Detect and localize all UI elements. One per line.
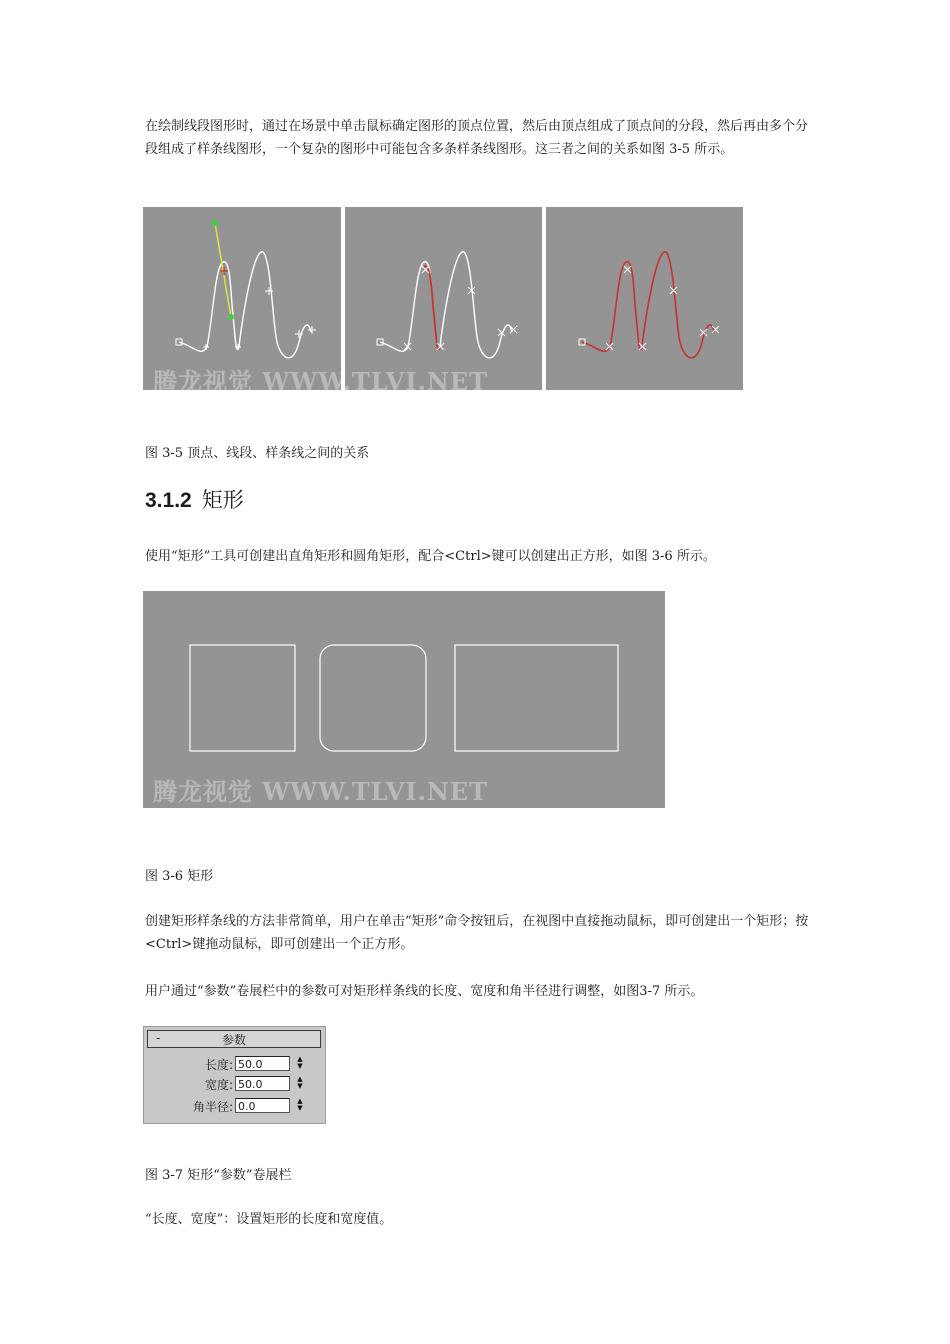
figure-3-5 <box>143 207 743 396</box>
parameters-rollout <box>143 1026 326 1124</box>
rect-intro-paragraph: 使用“矩形”工具可创建出直角矩形和圆角矩形，配合<Ctrl>键可以创建出正方形，如图 3-6 所示。 <box>145 549 716 564</box>
width-row <box>144 1075 325 1093</box>
params-intro-paragraph: 用户通过“参数”卷展栏中的参数可对矩形样条线的长度、宽度和角半径进行调整，如图3-7 所示。 <box>145 984 704 999</box>
figure-3-6-caption: 图 3-6 矩形 <box>145 869 214 884</box>
wide-rectangle <box>455 645 618 751</box>
figure-3-7-caption: 图 3-7 矩形“参数”卷展栏 <box>145 1168 292 1183</box>
watermark: 腾龙视觉 WWW.TLVI.NET <box>153 367 489 396</box>
corner-radius-row <box>144 1097 325 1115</box>
create-method-paragraph: 创建矩形样条线的方法非常简单，用户在单击“矩形”命令按钮后，在视图中直接拖动鼠标，即可创建出一个矩形；按<Ctrl>键拖动鼠标，即可创建出一个正方形。 <box>145 914 809 952</box>
rollout-title: 参数 <box>221 1033 246 1047</box>
rounded-rectangle <box>320 645 426 751</box>
section-title: 矩形 <box>201 488 244 512</box>
handle-end-bottom <box>228 314 234 320</box>
length-field[interactable]: 50.0 <box>235 1056 290 1071</box>
rollout-header[interactable] <box>147 1030 321 1048</box>
figure-3-6 <box>143 591 665 808</box>
viewport-spline <box>546 207 743 390</box>
watermark: 腾龙视觉 WWW.TLVI.NET <box>153 777 489 806</box>
corner-radius-field[interactable]: 0.0 <box>235 1098 290 1113</box>
length-width-description: “长度、宽度”：设置矩形的长度和宽度值。 <box>145 1212 393 1227</box>
section-number: 3.1.2 <box>145 489 192 512</box>
collapse-icon[interactable]: - <box>156 1031 161 1045</box>
width-spinner[interactable]: ▲ ▼ <box>297 1075 303 1090</box>
width-label: 宽度: <box>204 1078 233 1092</box>
corner-radius-spinner[interactable]: ▲ ▼ <box>297 1097 303 1112</box>
length-label: 长度: <box>204 1058 233 1072</box>
length-spinner[interactable]: ▲ ▼ <box>297 1055 303 1070</box>
handle-end-top <box>212 220 218 226</box>
square-rectangle <box>190 645 295 751</box>
width-field[interactable]: 50.0 <box>235 1076 290 1091</box>
section-heading <box>145 484 244 514</box>
corner-radius-label: 角半径: <box>192 1100 233 1114</box>
figure-3-5-caption: 图 3-5 顶点、线段、样条线之间的关系 <box>145 446 370 461</box>
length-row <box>144 1055 325 1073</box>
intro-paragraph: 在绘制线段图形时，通过在场景中单击鼠标确定图形的顶点位置，然后由顶点组成了顶点间的分段，然后再由多个分段组成了样条线图形，一个复杂的图形中可能包含多条样条线图形。这三者之间的关系如图 3-5 所示。 <box>145 119 809 157</box>
